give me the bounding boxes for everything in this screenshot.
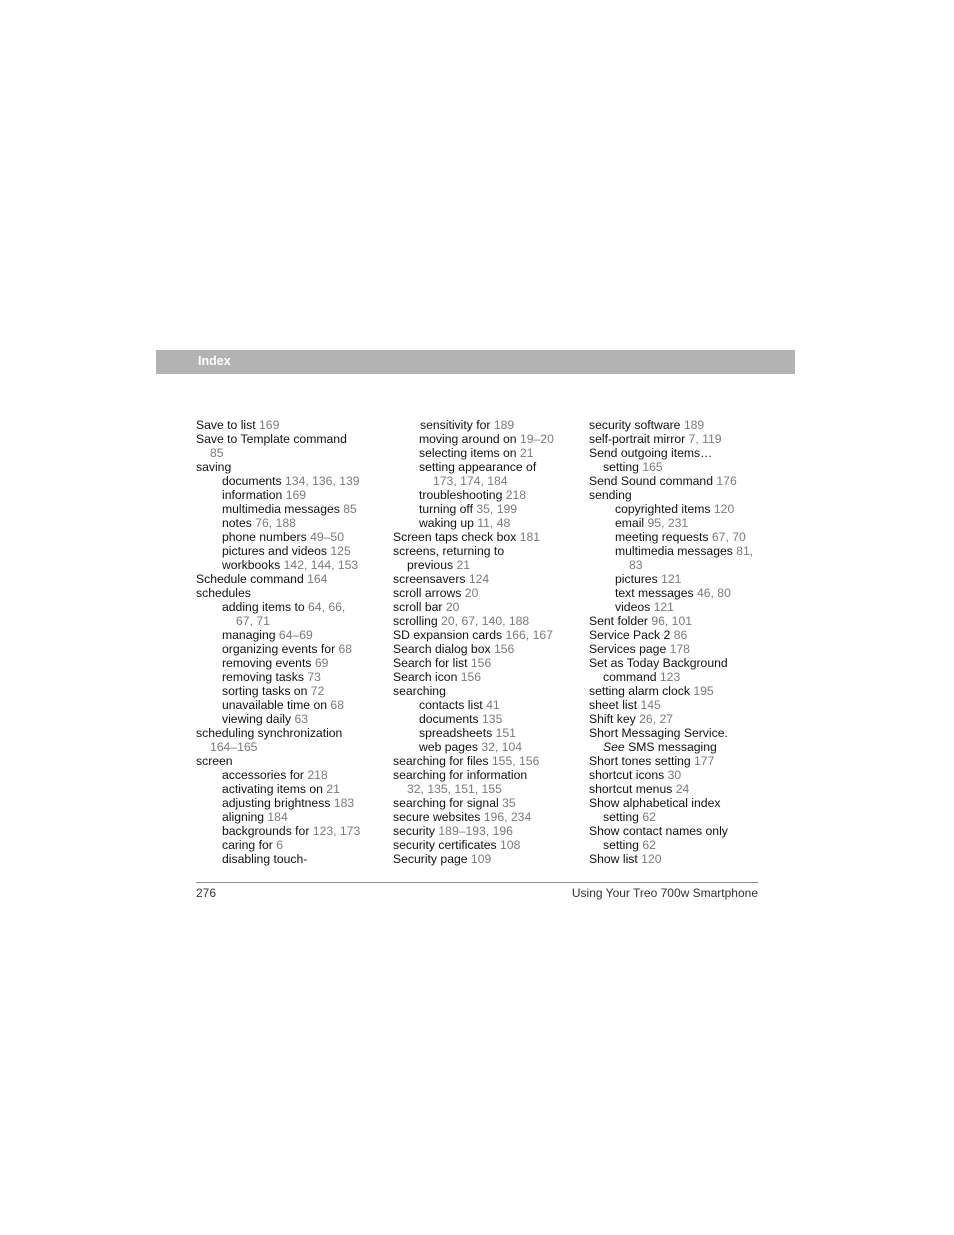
index-term: spreadsheets bbox=[419, 726, 493, 740]
index-entry bbox=[589, 782, 761, 796]
index-term: copyrighted items bbox=[615, 502, 711, 516]
index-page-refs[interactable]: 156 bbox=[493, 642, 515, 656]
index-entry bbox=[202, 838, 386, 852]
index-page-refs[interactable]: 41 bbox=[486, 698, 500, 712]
book-title: Using Your Treo 700w Smartphone bbox=[571, 886, 758, 900]
index-term: email bbox=[615, 516, 645, 530]
index-page-refs[interactable]: 218 bbox=[307, 768, 328, 782]
index-page-refs[interactable]: 72 bbox=[310, 684, 325, 698]
index-entry bbox=[393, 418, 583, 432]
index-term: scroll bar bbox=[393, 600, 443, 614]
index-term: Shift key bbox=[589, 712, 636, 726]
index-entry bbox=[589, 614, 761, 628]
index-page-refs[interactable]: 166, 167 bbox=[505, 628, 553, 642]
index-page-refs[interactable]: 151 bbox=[495, 726, 516, 740]
index-term: web pages bbox=[419, 740, 478, 754]
index-term: security certificates bbox=[393, 838, 497, 852]
index-term: documents bbox=[419, 712, 479, 726]
index-term: Service Pack 2 bbox=[589, 628, 671, 642]
index-term: security software bbox=[589, 418, 681, 432]
index-entry bbox=[393, 614, 583, 628]
index-entry bbox=[595, 544, 761, 572]
index-entry bbox=[399, 446, 583, 460]
index-term: managing bbox=[222, 628, 276, 642]
index-entry bbox=[202, 796, 386, 810]
index-term: Short Messaging Service. bbox=[589, 726, 728, 740]
index-term: information bbox=[222, 488, 283, 502]
index-entry bbox=[393, 796, 583, 810]
index-term: searching bbox=[393, 684, 446, 698]
index-entry bbox=[595, 600, 761, 614]
index-page-refs-continued[interactable]: 62 bbox=[642, 810, 656, 824]
index-page-refs[interactable]: 124 bbox=[468, 572, 490, 586]
index-term: screensavers bbox=[393, 572, 466, 586]
index-term: multimedia messages bbox=[222, 502, 340, 516]
index-page-refs[interactable]: 30 bbox=[667, 768, 682, 782]
index-term: pictures bbox=[615, 572, 658, 586]
index-term: documents bbox=[222, 474, 282, 488]
index-entry bbox=[589, 726, 761, 754]
index-page-refs[interactable]: 26, 27 bbox=[639, 712, 674, 726]
page-number: 276 bbox=[196, 886, 217, 900]
index-page-refs[interactable]: 96, 101 bbox=[651, 614, 693, 628]
index-term: screen bbox=[196, 754, 233, 768]
index-page-refs[interactable]: 120 bbox=[641, 852, 662, 866]
index-page-refs[interactable]: 189–193, 196 bbox=[438, 824, 513, 838]
index-entry bbox=[399, 740, 583, 754]
index-term: saving bbox=[196, 460, 232, 474]
index-page-refs[interactable]: 20 bbox=[445, 600, 460, 614]
index-entry bbox=[393, 642, 583, 656]
index-term: self-portrait mirror bbox=[589, 432, 686, 446]
index-entry bbox=[595, 502, 761, 516]
index-term: Show list bbox=[589, 852, 638, 866]
see-reference: See bbox=[603, 740, 625, 754]
index-page-refs[interactable]: 176 bbox=[716, 474, 737, 488]
index-term: Show contact names only bbox=[589, 824, 728, 838]
index-term: unavailable time on bbox=[222, 698, 328, 712]
index-term: searching for files bbox=[393, 754, 489, 768]
index-page-refs[interactable]: 121 bbox=[653, 600, 674, 614]
index-page-refs[interactable]: 21 bbox=[519, 446, 534, 460]
index-term: accessories for bbox=[222, 768, 304, 782]
index-page-refs-continued[interactable]: 67, 71 bbox=[236, 614, 270, 628]
index-term-continued: setting bbox=[603, 810, 639, 824]
index-page-refs[interactable]: 63 bbox=[294, 712, 309, 726]
index-page-refs[interactable]: 20, 67, 140, 188 bbox=[441, 614, 530, 628]
index-page-refs[interactable]: 86 bbox=[673, 628, 688, 642]
index-term: searching for signal bbox=[393, 796, 499, 810]
index-page-refs[interactable]: 67, 70 bbox=[711, 530, 746, 544]
index-page-refs[interactable]: 64, 66, bbox=[308, 600, 346, 614]
index-term: Send outgoing items… bbox=[589, 446, 713, 460]
index-term: aligning bbox=[222, 810, 265, 824]
index-page-refs[interactable]: 64–69 bbox=[278, 628, 313, 642]
index-entry bbox=[589, 432, 761, 446]
index-page-refs[interactable]: 73 bbox=[307, 670, 321, 684]
index-entry bbox=[393, 572, 583, 586]
index-entry bbox=[399, 726, 583, 740]
index-page-refs[interactable]: 109 bbox=[470, 852, 492, 866]
index-entry bbox=[202, 670, 386, 684]
index-entry bbox=[196, 572, 386, 586]
index-page-refs-continued[interactable]: 173, 174, 184 bbox=[433, 474, 508, 488]
index-term: Security page bbox=[393, 852, 468, 866]
index-entry bbox=[196, 460, 386, 474]
index-page-refs-continued[interactable]: 85 bbox=[210, 446, 224, 460]
index-page-refs[interactable]: 135 bbox=[482, 712, 503, 726]
index-page-refs[interactable]: 76, 188 bbox=[255, 516, 296, 530]
index-page-refs[interactable]: 35 bbox=[502, 796, 516, 810]
index-term: shortcut menus bbox=[589, 782, 673, 796]
index-term: adjusting brightness bbox=[222, 796, 331, 810]
index-entry bbox=[595, 530, 761, 544]
index-entry bbox=[202, 768, 386, 782]
index-term: waking up bbox=[419, 516, 474, 530]
index-page-refs[interactable]: 184 bbox=[267, 810, 288, 824]
index-term: Send Sound command bbox=[589, 474, 713, 488]
index-page-refs[interactable]: 178 bbox=[669, 642, 690, 656]
index-entry bbox=[393, 810, 583, 824]
index-term: Search dialog box bbox=[393, 642, 491, 656]
index-term: removing tasks bbox=[222, 670, 304, 684]
index-entry bbox=[399, 432, 583, 446]
index-term: workbooks bbox=[222, 558, 281, 572]
index-page-refs[interactable]: 134, 136, 139 bbox=[285, 474, 360, 488]
index-entry bbox=[196, 418, 386, 432]
index-page-refs-continued[interactable]: 32, 135, 151, 155 bbox=[407, 782, 502, 796]
index-page-refs-continued[interactable]: 123 bbox=[659, 670, 681, 684]
index-term: organizing events for bbox=[222, 642, 336, 656]
index-entry bbox=[399, 460, 583, 488]
index-page-refs[interactable]: 183 bbox=[333, 796, 355, 810]
index-term: scheduling synchronization bbox=[196, 726, 343, 740]
index-entry bbox=[202, 656, 386, 670]
index-term: videos bbox=[615, 600, 651, 614]
index-entry bbox=[589, 656, 761, 684]
index-entry bbox=[202, 530, 386, 544]
see-target[interactable]: SMS messaging bbox=[628, 740, 717, 754]
index-entry bbox=[393, 684, 583, 698]
index-page-refs[interactable]: 125 bbox=[330, 544, 351, 558]
index-entry bbox=[202, 488, 386, 502]
index-term: troubleshooting bbox=[419, 488, 503, 502]
index-column-2 bbox=[393, 418, 583, 866]
index-entry bbox=[393, 670, 583, 684]
index-entry bbox=[589, 684, 761, 698]
index-term: moving around on bbox=[419, 432, 517, 446]
index-term: backgrounds for bbox=[222, 824, 310, 838]
index-column-3 bbox=[589, 418, 761, 866]
index-entry bbox=[393, 656, 583, 670]
index-page-refs[interactable]: 11, 48 bbox=[477, 516, 511, 530]
index-entry bbox=[202, 544, 386, 558]
index-page-refs[interactable]: 177 bbox=[694, 754, 715, 768]
index-column-1 bbox=[196, 418, 386, 866]
index-entry bbox=[393, 838, 583, 852]
index-page-refs[interactable]: 169 bbox=[259, 418, 280, 432]
index-term: searching for information bbox=[393, 768, 528, 782]
index-page-refs[interactable]: 189 bbox=[493, 418, 515, 432]
index-page-refs[interactable]: 123, 173 bbox=[312, 824, 361, 838]
index-entry bbox=[393, 530, 583, 544]
index-page-refs-continued[interactable]: 62 bbox=[642, 838, 656, 852]
index-entry bbox=[202, 852, 386, 866]
index-entry bbox=[399, 502, 583, 516]
index-term: SD expansion cards bbox=[393, 628, 503, 642]
index-entry bbox=[202, 684, 386, 698]
index-term: sending bbox=[589, 488, 632, 502]
index-page-refs[interactable]: 145 bbox=[640, 698, 661, 712]
index-entry bbox=[595, 586, 761, 600]
index-term: scroll arrows bbox=[393, 586, 462, 600]
index-term: Search icon bbox=[393, 670, 458, 684]
index-page-refs[interactable]: 189 bbox=[683, 418, 705, 432]
index-page-refs[interactable]: 6 bbox=[276, 838, 283, 852]
index-entry bbox=[202, 502, 386, 516]
index-entry bbox=[202, 628, 386, 642]
index-page-refs[interactable]: 19–20 bbox=[519, 432, 554, 446]
index-term-continued: setting bbox=[603, 460, 639, 474]
index-term: pictures and videos bbox=[222, 544, 328, 558]
index-term: adding items to bbox=[222, 600, 305, 614]
index-entry bbox=[202, 698, 386, 712]
index-page-refs[interactable]: 120 bbox=[713, 502, 735, 516]
index-page-refs-continued[interactable]: 21 bbox=[456, 558, 471, 572]
index-term: phone numbers bbox=[222, 530, 307, 544]
index-term: security bbox=[393, 824, 435, 838]
index-entry bbox=[202, 782, 386, 796]
index-term: setting appearance of bbox=[419, 460, 537, 474]
index-term: removing events bbox=[222, 656, 312, 670]
index-term: Schedule command bbox=[196, 572, 304, 586]
index-entry bbox=[393, 600, 583, 614]
index-entry bbox=[589, 418, 761, 432]
index-page-refs[interactable]: 24 bbox=[675, 782, 690, 796]
index-page-refs-continued[interactable]: 164–165 bbox=[210, 740, 258, 754]
index-term-continued: setting bbox=[603, 838, 639, 852]
index-entry bbox=[196, 586, 386, 600]
index-term-continued: command bbox=[603, 670, 657, 684]
index-term: selecting items on bbox=[419, 446, 517, 460]
index-term: setting alarm clock bbox=[589, 684, 690, 698]
index-entry bbox=[393, 628, 583, 642]
index-term: screens, returning to bbox=[393, 544, 505, 558]
index-entry bbox=[589, 852, 761, 866]
index-entry bbox=[595, 516, 761, 530]
index-page-refs[interactable]: 196, 234 bbox=[483, 810, 532, 824]
index-entry bbox=[202, 642, 386, 656]
index-page-refs[interactable]: 108 bbox=[500, 838, 521, 852]
index-term: contacts list bbox=[419, 698, 483, 712]
index-term: sensitivity for bbox=[420, 418, 491, 432]
index-page-refs[interactable]: 156 bbox=[460, 670, 482, 684]
index-entry bbox=[589, 642, 761, 656]
index-term: Sent folder bbox=[589, 614, 648, 628]
index-entry bbox=[196, 432, 386, 460]
index-page-refs-continued[interactable]: 83 bbox=[629, 558, 643, 572]
index-entry bbox=[393, 768, 583, 796]
index-term: viewing daily bbox=[222, 712, 292, 726]
index-term: meeting requests bbox=[615, 530, 709, 544]
index-term: scrolling bbox=[393, 614, 438, 628]
index-entry bbox=[393, 586, 583, 600]
index-term-continued: previous bbox=[407, 558, 454, 572]
index-entry bbox=[589, 712, 761, 726]
index-entry bbox=[589, 628, 761, 642]
index-page-refs[interactable]: 7, 119 bbox=[688, 432, 722, 446]
index-term: Short tones setting bbox=[589, 754, 691, 768]
index-entry bbox=[202, 558, 386, 572]
index-term: caring for bbox=[222, 838, 273, 852]
index-term: shortcut icons bbox=[589, 768, 665, 782]
index-page-refs[interactable]: 69 bbox=[314, 656, 329, 670]
index-page-refs[interactable]: 35, 199 bbox=[476, 502, 518, 516]
index-term: multimedia messages bbox=[615, 544, 733, 558]
index-entry bbox=[399, 698, 583, 712]
index-page-refs[interactable]: 85 bbox=[343, 502, 357, 516]
index-page-refs[interactable]: 68 bbox=[330, 698, 344, 712]
index-entry bbox=[393, 754, 583, 768]
index-entry bbox=[595, 572, 761, 586]
index-entry bbox=[202, 712, 386, 726]
index-entry bbox=[589, 768, 761, 782]
index-page-refs[interactable]: 81, bbox=[736, 544, 754, 558]
index-entry bbox=[202, 824, 386, 838]
index-page-refs[interactable]: 49–50 bbox=[310, 530, 344, 544]
index-term: text messages bbox=[615, 586, 694, 600]
index-term: Set as Today Background bbox=[589, 656, 728, 670]
index-entry bbox=[589, 824, 761, 852]
index-term: Search for list bbox=[393, 656, 468, 670]
index-term: Screen taps check box bbox=[393, 530, 517, 544]
index-entry bbox=[399, 488, 583, 502]
index-term: sorting tasks on bbox=[222, 684, 308, 698]
index-term: Save to list bbox=[196, 418, 256, 432]
index-page-refs[interactable]: 68 bbox=[338, 642, 353, 656]
index-page-refs[interactable]: 218 bbox=[505, 488, 527, 502]
index-page-refs[interactable]: 142, 144, 153 bbox=[283, 558, 359, 572]
index-header-bar bbox=[156, 350, 795, 374]
index-page-refs[interactable]: 20 bbox=[464, 586, 479, 600]
index-entry bbox=[393, 852, 583, 866]
index-entry bbox=[589, 474, 761, 488]
index-term: sheet list bbox=[589, 698, 638, 712]
index-page-refs-continued[interactable]: 165 bbox=[642, 460, 663, 474]
index-entry bbox=[196, 726, 386, 754]
index-page-refs[interactable]: 164 bbox=[307, 572, 328, 586]
index-header-title: Index bbox=[198, 354, 231, 368]
index-term: turning off bbox=[419, 502, 473, 516]
index-term: Services page bbox=[589, 642, 667, 656]
index-page-refs[interactable]: 21 bbox=[326, 782, 340, 796]
index-entry bbox=[202, 474, 386, 488]
index-entry bbox=[589, 754, 761, 768]
index-entry bbox=[202, 516, 386, 530]
index-term: disabling touch- bbox=[222, 852, 308, 866]
index-entry bbox=[202, 810, 386, 824]
index-page-refs[interactable]: 121 bbox=[661, 572, 682, 586]
index-entry bbox=[196, 754, 386, 768]
index-page-refs[interactable]: 32, 104 bbox=[481, 740, 523, 754]
index-entry bbox=[399, 712, 583, 726]
index-page-refs[interactable]: 181 bbox=[519, 530, 541, 544]
index-entry bbox=[589, 488, 761, 502]
index-entry bbox=[202, 600, 386, 628]
index-term: activating items on bbox=[222, 782, 323, 796]
index-entry bbox=[399, 516, 583, 530]
index-page-refs[interactable]: 155, 156 bbox=[491, 754, 540, 768]
index-page-refs[interactable]: 156 bbox=[470, 656, 492, 670]
index-page-refs[interactable]: 46, 80 bbox=[696, 586, 731, 600]
index-term: Show alphabetical index bbox=[589, 796, 721, 810]
index-entry bbox=[393, 544, 583, 572]
index-term: Save to Template command bbox=[196, 432, 347, 446]
footer-rule bbox=[196, 882, 758, 883]
index-term: secure websites bbox=[393, 810, 481, 824]
index-term: notes bbox=[222, 516, 252, 530]
index-term: schedules bbox=[196, 586, 251, 600]
index-entry bbox=[589, 446, 761, 474]
index-entry bbox=[589, 796, 761, 824]
index-entry bbox=[393, 824, 583, 838]
index-entry bbox=[589, 698, 761, 712]
index-page-refs[interactable]: 195 bbox=[693, 684, 714, 698]
index-page-refs[interactable]: 169 bbox=[285, 488, 307, 502]
index-page-refs[interactable]: 95, 231 bbox=[647, 516, 689, 530]
